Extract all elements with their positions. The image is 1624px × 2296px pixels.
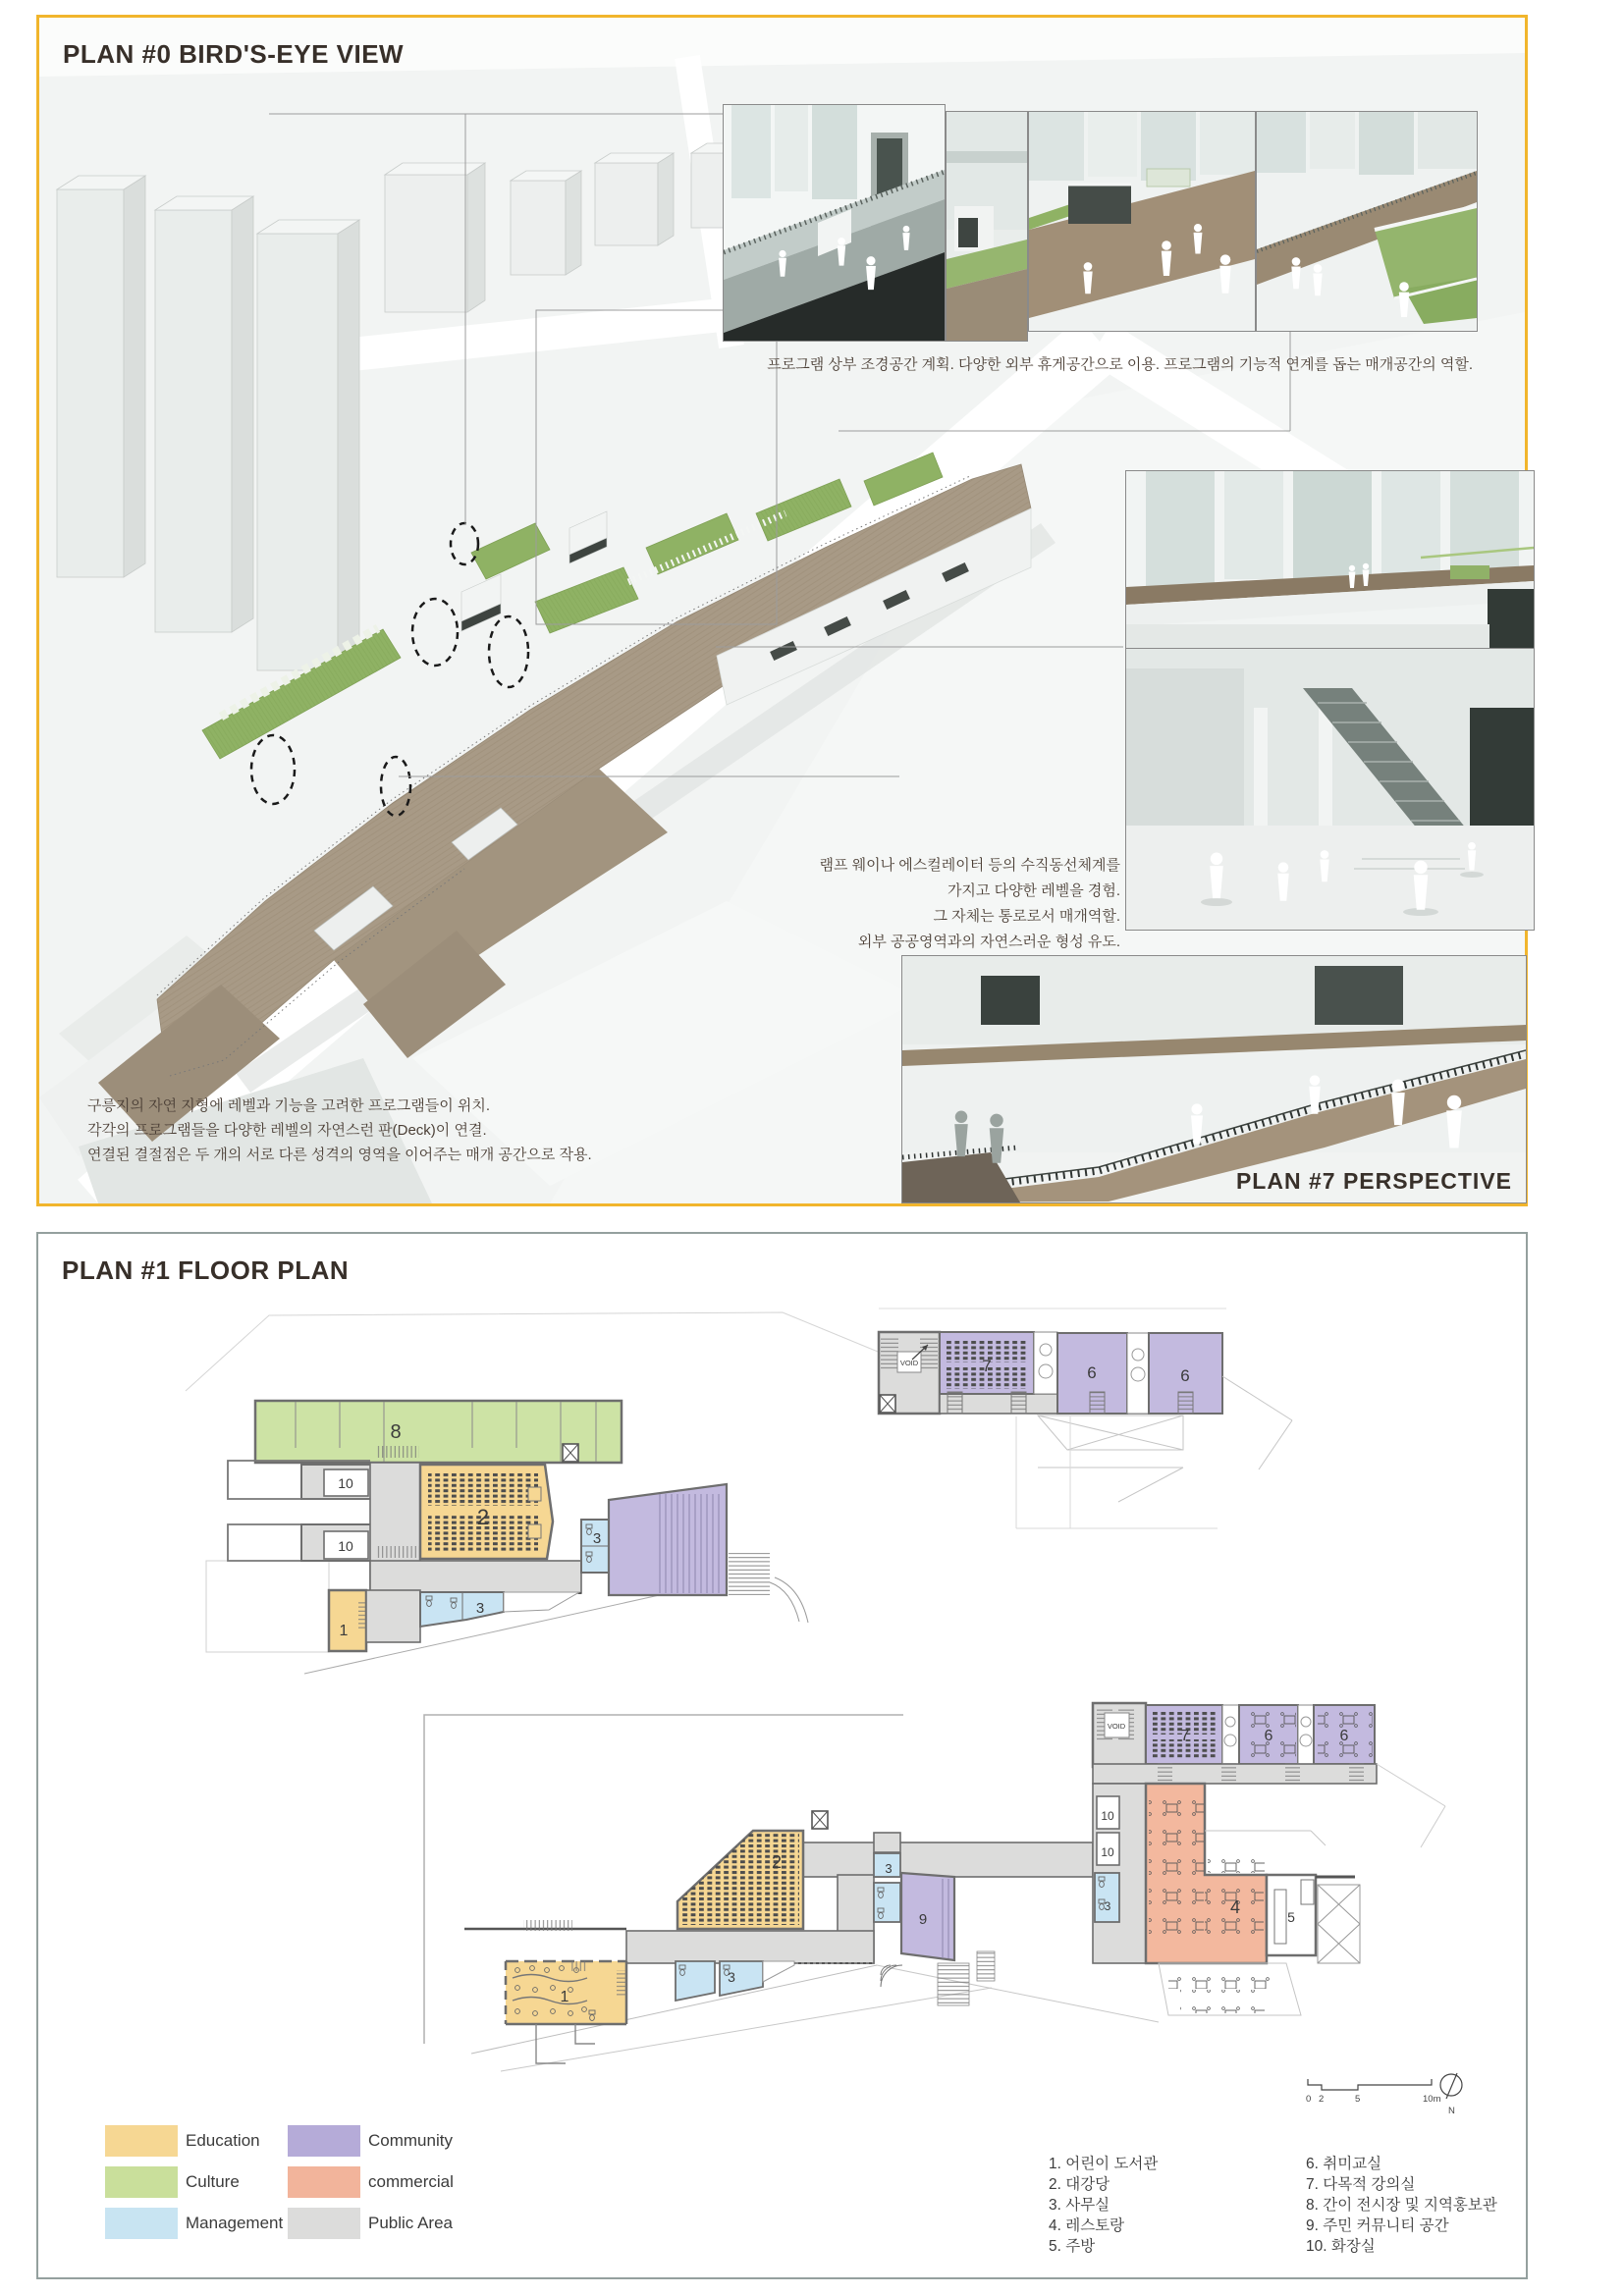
room-1f-10a (1097, 1796, 1119, 1829)
perspective-label: PLAN #7 PERSPECTIVE (1235, 1168, 1512, 1194)
svg-text:1: 1 (560, 1989, 569, 2005)
svg-text:9: 9 (918, 1911, 928, 1928)
svg-text:VOID: VOID (899, 1359, 919, 1367)
svg-text:6: 6 (1180, 1366, 1190, 1385)
svg-text:10: 10 (1101, 1809, 1114, 1823)
svg-text:0: 0 (1306, 2094, 1312, 2105)
list-item: 5. 주방 (1049, 2238, 1096, 2255)
room-key-list-1 (1049, 2154, 1158, 2257)
room-1f-6a (1239, 1705, 1298, 1764)
legend-swatch-culture (105, 2166, 178, 2198)
list-item: 8. 간이 전시장 및 지역홍보관 (1306, 2197, 1497, 2214)
room-2f-3-right (581, 1520, 609, 1573)
room-1f-1 (506, 1961, 626, 2024)
room-1f-9 (901, 1873, 954, 1960)
room-2f-7 (940, 1332, 1034, 1394)
scale-labels (1306, 2094, 1441, 2105)
svg-text:10: 10 (338, 1475, 353, 1491)
svg-text:7: 7 (1180, 1728, 1190, 1744)
list-item: 7. 다목적 강의실 (1306, 2176, 1416, 2193)
svg-text:5: 5 (1355, 2094, 1361, 2105)
list-item: 4. 레스토랑 (1049, 2217, 1125, 2234)
room-1f-5 (1267, 1875, 1316, 1955)
list-item: 6. 취미교실 (1306, 2156, 1382, 2172)
room-1f-2 (677, 1831, 803, 1929)
svg-text:10: 10 (338, 1538, 353, 1554)
floorplan-drawing (38, 1234, 1526, 2277)
north-arrow (1440, 2073, 1462, 2116)
svg-text:2: 2 (476, 1505, 490, 1529)
birdseye-panel (36, 15, 1528, 1206)
svg-text:N: N (1448, 2106, 1455, 2116)
site-concept-note: 구릉지의 자연 지형에 레벨과 기능을 고려한 프로그램들이 위치. 각각의 프로그램들을 다양한 레벨의 자연스런 판(Deck)이 연결. 연결된 결절점은 두 개의 서로 다른 성격의 영역을 이어주는 매개 공간으로 작용. (87, 1097, 592, 1163)
room-2f-2 (420, 1465, 553, 1559)
vertical-circulation-note: 램프 웨이나 에스컬레이터 등의 수직동선체계를 가지고 다양한 레벨을 경험. 그 자체는 통로로서 매개역할. 외부 공공영역과의 자연스러운 형성 유도. (819, 857, 1120, 950)
room-1f-10b (1097, 1833, 1119, 1865)
room-1f-4 (1146, 1784, 1267, 1963)
svg-text:2: 2 (771, 1852, 783, 1872)
list-item: 10. 화장실 (1306, 2238, 1376, 2255)
page-title-floorplan: PLAN #1 FLOOR PLAN (62, 1255, 350, 1285)
legend-swatch-public-area (288, 2208, 360, 2239)
svg-text:3: 3 (592, 1530, 602, 1547)
room-2f-8 (255, 1401, 622, 1463)
room-2f-10b (301, 1524, 371, 1561)
svg-text:4: 4 (1229, 1897, 1241, 1917)
svg-text:3: 3 (885, 1861, 893, 1876)
legend-swatch-commercial (288, 2166, 360, 2198)
list-item: 2. 대강당 (1049, 2176, 1110, 2193)
inset-photo-roofdeck (1125, 470, 1535, 649)
inset-photo-escalator-plaza (1125, 648, 1535, 931)
svg-text:3: 3 (728, 1969, 735, 1985)
inset-photo-escalator-stairs (723, 104, 946, 342)
inset-photo-deck-lawns (1256, 111, 1478, 332)
svg-text:1: 1 (339, 1623, 349, 1639)
svg-text:3: 3 (475, 1600, 485, 1617)
page-title-birdseye: PLAN #0 BIRD'S-EYE VIEW (63, 39, 405, 69)
svg-text:10m: 10m (1423, 2094, 1441, 2105)
stair-truss (1316, 1877, 1360, 1963)
svg-text:VOID: VOID (1107, 1722, 1126, 1731)
room-2f-1 (329, 1590, 366, 1651)
list-item: 3. 사무실 (1049, 2197, 1110, 2214)
svg-text:6: 6 (1264, 1728, 1273, 1744)
list-item: 9. 주민 커뮤니티 공간 (1306, 2217, 1449, 2234)
room-1f-6b (1314, 1705, 1375, 1764)
svg-text:6: 6 (1087, 1363, 1097, 1382)
room-key-list-2 (1306, 2154, 1497, 2257)
svg-text:10: 10 (1101, 1845, 1114, 1859)
svg-text:6: 6 (1339, 1728, 1349, 1744)
inset-photo-facade (946, 111, 1028, 342)
room-1f-3-mid (1095, 1873, 1119, 1922)
room-1f-7 (1146, 1705, 1222, 1764)
inset-photo-deck-boxes (1028, 111, 1256, 332)
plan-1f (424, 1703, 1445, 2071)
room-2f-3-lower (420, 1592, 504, 1627)
svg-text:2: 2 (1319, 2094, 1325, 2105)
room-1f-3-center (676, 1961, 763, 2001)
svg-text:3: 3 (1104, 1899, 1111, 1913)
plan-2f (186, 1308, 1292, 1674)
svg-text:8: 8 (390, 1421, 402, 1443)
legend-swatch-education (105, 2125, 178, 2157)
plan-2f-fragment (879, 1308, 1292, 1528)
community-block-2f (609, 1484, 808, 1623)
svg-text:7: 7 (982, 1357, 992, 1375)
scale-bar (1308, 2079, 1432, 2090)
legend-swatch-management (105, 2208, 178, 2239)
list-item: 1. 어린이 도서관 (1049, 2156, 1159, 2172)
inset-photo-ramp-perspective (901, 955, 1527, 1203)
svg-text:5: 5 (1287, 1909, 1295, 1925)
room-1f-3-left (874, 1853, 900, 1922)
corridor-2f (370, 1561, 581, 1593)
legend-swatch-community (288, 2125, 360, 2157)
room-2f-10a (301, 1465, 371, 1499)
insets-caption: 프로그램 상부 조경공간 계획. 다양한 외부 휴게공간으로 이용. 프로그램의 기능적 연계를 돕는 매개공간의 역할. (767, 356, 1473, 373)
floorplan-panel: PLAN #1 FLOOR PLAN 8 10 10 2 3 1 3 VOID 7 6 6 2 VOID 7 6 6 10 10 3 4 5 3 9 1 3 0 2 5 10m N Education Community Culture commercial Management Public Area 1. 어린이 도서관 2. 대강당 3. 사무실 4. 레스토랑 5. 주방 6. 취미교실 7. 다목적 강의실 8. 간이 전시장 및 지역홍보관 9. 주민 커뮤니티 공간 10. 화장실 (36, 1232, 1528, 2279)
